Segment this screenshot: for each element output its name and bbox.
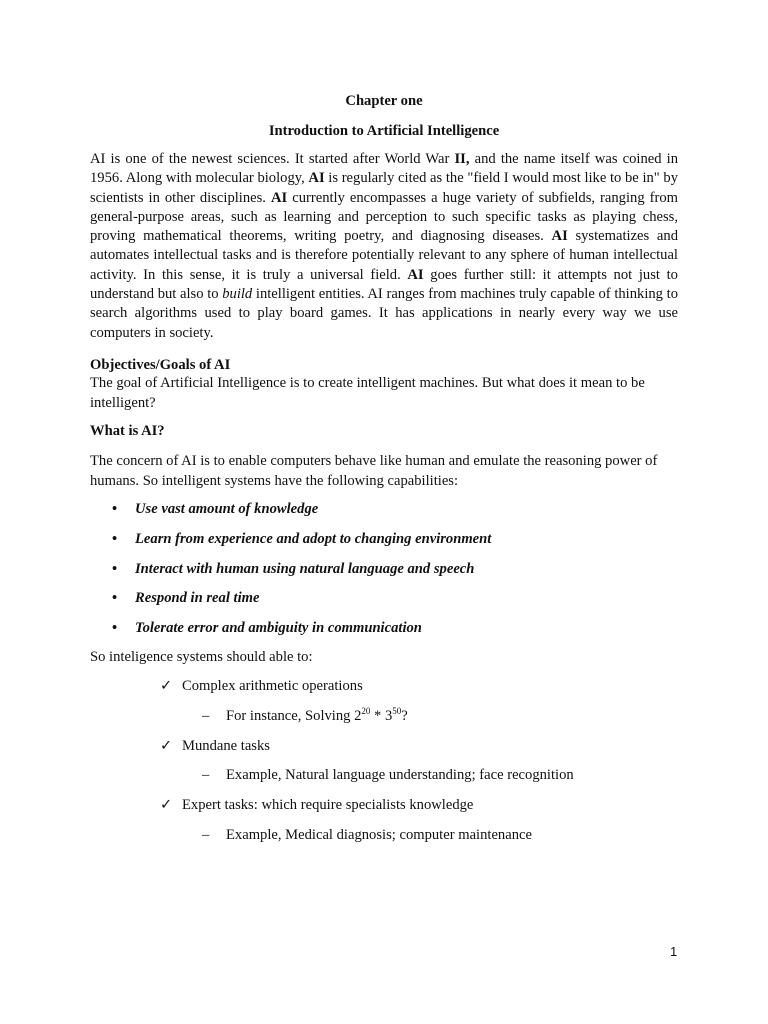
example-item: – Example, Medical diagnosis; computer maintenance — [202, 827, 532, 843]
example-item: – For instance, Solving $2^{20} * 3^{50}$? — [202, 706, 408, 724]
dash-icon: – — [202, 708, 210, 724]
checklist-item: ✓ Expert tasks: which require specialists knowledge — [160, 797, 474, 813]
so-intro-text: So inteligence systems should able to: — [90, 649, 313, 665]
list-item: • Respond in real time — [112, 590, 260, 607]
bullet-icon: • — [112, 501, 118, 517]
list-item: • Tolerate error and ambiguity in communication — [112, 620, 422, 637]
bullet-icon: • — [112, 560, 118, 577]
chapter-title: Introduction to Artificial Intelligence — [268, 123, 500, 139]
what-is-ai-text: The concern of AI is to enable computers behave like human and emulate the reasoning power of humans. So intelligent systems have the following capabilities: — [90, 453, 658, 489]
checkmark-icon: ✓ — [160, 797, 173, 813]
dash-icon: – — [202, 827, 210, 843]
checklist-item: ✓ Complex arithmetic operations — [160, 678, 363, 694]
page-number: 1 — [670, 944, 678, 959]
checkmark-icon: ✓ — [160, 678, 173, 694]
example-item: – Example, Natural language understanding; face recognition — [202, 767, 574, 783]
capabilities-list — [90, 500, 678, 649]
checkmark-icon: ✓ — [160, 738, 173, 754]
list-item: • Interact with human using natural language and speech — [112, 560, 475, 577]
bullet-icon: • — [112, 620, 118, 637]
intro-paragraph: AI is one of the newest sciences. It started after World War II, and the name itself was coined in 1956. Along with molecular biology, AI is regularly cited as the "field I would most like to be in" by scientists in other disciplines. AI currently encompasses a huge variety of subfields, ranging from general-purpose areas, such as learning and perception to such specific tasks as playing chess, proving mathematical theorems, writing poetry, and diagnosing diseases. AI systematizes and automates intellectual tasks and is therefore potentially relevant to any sphere of human intellectual activity. In this sense, it is truly a universal field. AI goes further still: it attempts not just to understand but also to build intelligent entities. AI ranges from machines truly capable of thinking to search algorithms used to play board games. It has applications in nearly every way we use computers in society. — [90, 151, 679, 341]
objectives-heading: Objectives/Goals of AI — [90, 357, 231, 373]
bullet-icon: • — [112, 590, 118, 607]
list-item: • Use vast amount of knowledge — [112, 501, 319, 517]
document-page — [90, 0, 678, 1024]
what-is-ai-heading: What is AI? — [90, 423, 165, 439]
checklist-item: ✓ Mundane tasks — [160, 738, 270, 754]
objectives-text: The goal of Artificial Intelligence is to create intelligent machines. But what does it mean to be intelligent? — [90, 375, 645, 411]
chapter-label: Chapter one — [345, 93, 423, 109]
list-item: • Learn from experience and adopt to changing environment — [112, 530, 492, 547]
dash-icon: – — [202, 767, 210, 783]
bullet-icon: • — [112, 530, 118, 547]
